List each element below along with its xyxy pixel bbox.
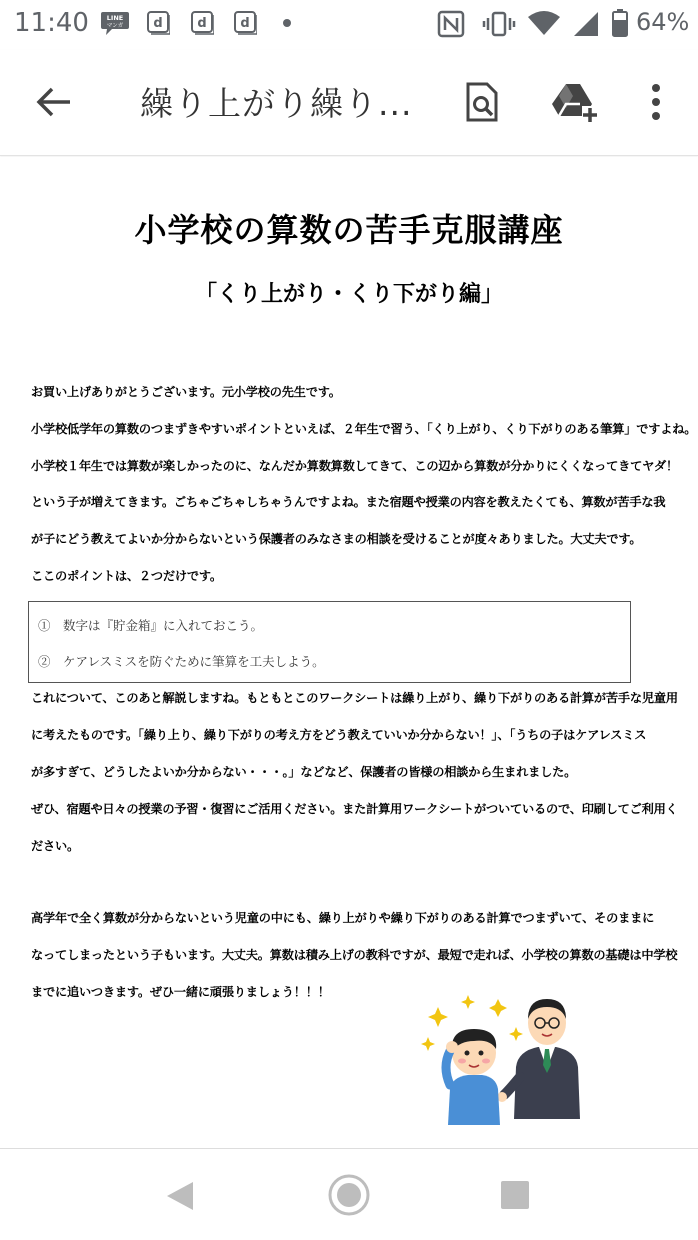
body-line: ぜひ、宿題や日々の授業の予習・復習にご活用ください。また計算用ワークシートがついているので、印刷してご利用く [31,802,678,816]
more-notifications-dot-icon [283,19,291,27]
status-bar [0,0,698,50]
line-badge-top: LINE [106,14,124,22]
line-badge-bottom: マンガ [106,23,124,29]
closing-line: なってしまったという子もいます。大丈夫。算数は積み上げの教科ですが、最短で走れば、小学校の算数の基礎は中学校 [31,948,678,962]
d-app-icon [190,10,214,36]
d-letter: d [240,16,250,31]
body-line: が多すぎて、どうしたよいか分からない・・・。」などなど、保護者の皆様の相談から生まれました。 [31,765,577,779]
intro-line: 小学校１年生では算数が楽しかったのに、なんだか算数算数してきて、この辺から算数が分かりにくくなってきてヤダ！ [31,459,678,473]
app-bar [0,50,698,156]
status-time: 11:40 [14,8,89,38]
d-letter: d [153,16,163,31]
d-app-icon [146,10,170,36]
teacher-and-child-illustration [420,985,600,1127]
closing-line: までに追いつきます。ぜひ一緒に頑張りましょう！！！ [31,985,330,999]
triangle-back-icon[interactable] [165,1180,195,1212]
line-manga-icon [100,10,130,36]
navigation-bar [0,1148,698,1240]
intro-line: が子にどう教えてよいか分からないという保護者のみなさまの相談を受けることが度々ありました。大丈夫です。 [31,532,642,546]
d-letter: d [197,16,207,31]
document-subheading: 「くり上がり・くり下がり編」 [194,282,503,307]
document-search-icon[interactable] [465,82,499,122]
intro-line: という子が増えてきます。ごちゃごちゃしちゃうんですよね。また宿題や授業の内容を教えたくても、算数が苦手な我 [31,495,666,509]
battery-percentage: 64% [636,8,690,36]
intro-line: ここのポイントは、２つだけです。 [31,569,222,583]
intro-line: お買い上げありがとうございます。元小学校の先生です。 [31,385,341,399]
point-item: ② ケアレスミスを防ぐために筆算を工夫しよう。 [38,654,325,669]
intro-line: 小学校低学年の算数のつまずきやすいポイントといえば、２年生で習う、「くり上がり、くり下がりのある筆算」ですよね。 [31,422,697,436]
more-vert-icon[interactable] [651,82,661,122]
document-title: 繰り上がり繰り... [140,84,413,123]
document-heading: 小学校の算数の苦手克服講座 [134,211,564,249]
circle-home-icon[interactable] [327,1173,371,1217]
nfc-icon [437,10,465,38]
body-line: ださい。 [31,839,79,853]
points-box [28,601,631,683]
document-page[interactable] [0,157,698,1147]
point-item: ① 数字は『貯金箱』に入れておこう。 [38,618,264,633]
cell-signal-icon [572,10,600,38]
battery-icon [612,9,628,37]
d-app-icon [233,10,257,36]
arrow-left-icon[interactable] [34,82,74,122]
wifi-icon [527,9,561,37]
square-recents-icon[interactable] [500,1180,530,1210]
body-line: に考えたものです。「繰り上り、繰り下がりの考え方をどう教えていいか分からない！」、「うちの子はケアレスミス [31,728,647,742]
closing-line: 高学年で全く算数が分からないという児童の中にも、繰り上がりや繰り下がりのある計算でつまずいて、そのままに [31,911,655,925]
drive-add-icon[interactable] [552,82,598,122]
vibrate-icon [482,10,516,38]
body-line: これについて、このあと解説しますね。もともとこのワークシートは繰り上がり、繰り下がりのある計算が苦手な児童用 [31,691,678,705]
